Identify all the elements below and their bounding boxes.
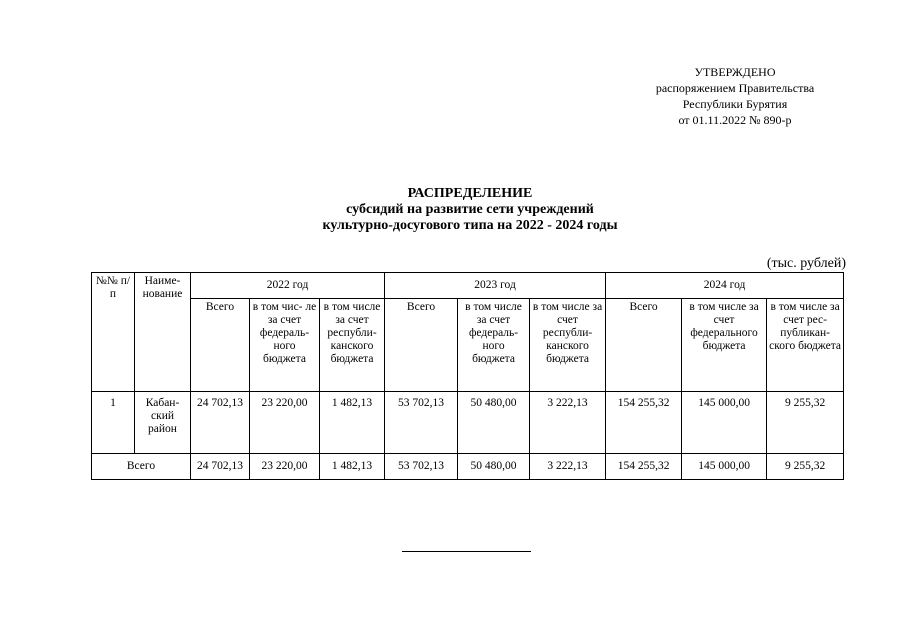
title-line-3: культурно-досугового типа на 2022 - 2024 годы [322,218,618,233]
subheader-cell: в том числе за счет федераль- ного бюджета [458,299,530,392]
value-cell: 145 000,00 [682,392,767,454]
approval-line-3: Республики Бурятия [682,97,788,111]
table-row [92,392,844,454]
total-cell: 24 702,13 [191,454,250,480]
value-cell: 3 222,13 [530,392,606,454]
value-cell: 154 255,32 [606,392,682,454]
units-label: (тыс. рублей) [766,256,846,271]
table-header-row [92,273,844,299]
subheader-cell: в том чис- ле за счет федераль- ного бюджета [250,299,320,392]
total-cell: 53 702,13 [385,454,458,480]
document-title [200,186,740,234]
end-divider [402,551,531,552]
total-cell: 50 480,00 [458,454,530,480]
subsidy-table [91,272,844,480]
total-cell: 3 222,13 [530,454,606,480]
total-cell: 145 000,00 [682,454,767,480]
header-year-2023: 2023 год [385,273,606,299]
subheader-cell: в том числе за счет республи- канского бюджета [530,299,606,392]
value-cell: 24 702,13 [191,392,250,454]
total-cell: 1 482,13 [320,454,385,480]
value-cell: 23 220,00 [250,392,320,454]
approval-line-1: УТВЕРЖДЕНО [694,65,776,79]
approval-block [620,64,850,128]
header-year-2024: 2024 год [606,273,844,299]
title-line-2: субсидий на развитие сети учреждений [346,202,594,217]
subheader-cell: Всего [606,299,682,392]
header-num: №№ п/п [92,273,135,392]
title-line-1: РАСПРЕДЕЛЕНИЕ [407,186,533,201]
approval-line-2: распоряжением Правительства [655,81,815,95]
subheader-cell: в том числе за счет федерального бюджета [682,299,767,392]
subheader-cell: в том числе за счет рес- публикан- ского бюджета [767,299,844,392]
row-name: Кабан- ский район [135,392,191,454]
total-row [92,454,844,480]
header-name: Наиме- нование [135,273,191,392]
value-cell: 53 702,13 [385,392,458,454]
total-label: Всего [92,454,191,480]
total-cell: 23 220,00 [250,454,320,480]
value-cell: 9 255,32 [767,392,844,454]
approval-line-4: от 01.11.2022 № 890-р [678,113,792,127]
total-cell: 154 255,32 [606,454,682,480]
table-subheader-row [92,299,844,392]
value-cell: 50 480,00 [458,392,530,454]
subheader-cell: Всего [191,299,250,392]
header-year-2022: 2022 год [191,273,385,299]
total-cell: 9 255,32 [767,454,844,480]
subheader-cell: Всего [385,299,458,392]
value-cell: 1 482,13 [320,392,385,454]
subheader-cell: в том числе за счет республи- канского бюджета [320,299,385,392]
row-num: 1 [92,392,135,454]
